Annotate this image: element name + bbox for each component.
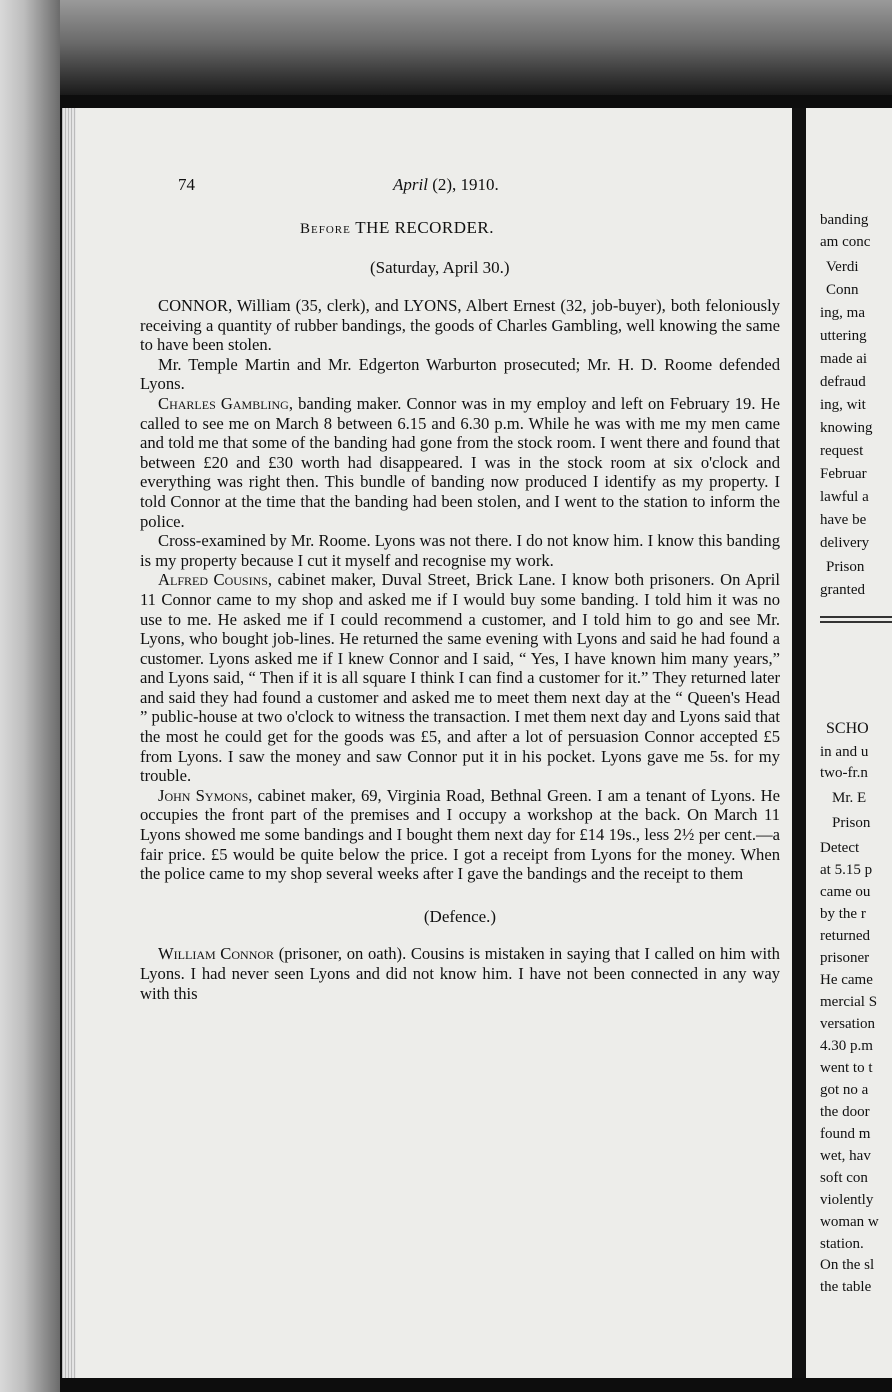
fragment-line: have be [820,512,867,528]
fragment-line: got no a [820,1082,869,1098]
date-month: April [393,175,428,194]
court-prefix: Before [300,221,351,237]
witness-name: John Symons, [158,785,253,805]
fragment-line: at 5.15 p [820,862,873,878]
case-summary: CONNOR, William (35, clerk), and LYONS, Albert Ernest (32, job-buyer), both feloniously receiving a quantity of rubber bandings, the goods of Charles Gambling, well knowing the same to have been stolen. [140,296,780,355]
date-rest: (2), 1910. [427,175,499,194]
witness-text: cabinet maker, Duval Street, Brick Lane. I know both prisoners. On April 11 Connor came to my shop and asked me if I would buy some banding. I told him it was no use to me. He asked me if I could recommend a customer, and I told him to go and see Mr. Lyons, who bought job-lines. He returned the same evening with Lyons and said he had found a customer. Lyons asked me if I knew Connor and I said, “ Yes, I have known him many years,” and Lyons said, “ Then if it is all square I think I can find a customer for it.” They returned later and said they had found a customer and asked me to meet them next day at the “ Queen's Head ” public-house at two o'clock to witness the transaction. I met them next day and Lyons said that the most he could get for the goods was £5, and after a lot of persuasion Connor accepted £5 from Lyons. I saw the money and saw Connor put it in his pocket. Lyons gave me 5s. for my trouble. [140,570,780,786]
fragment-line: the table [820,1279,872,1295]
witness-text: banding maker. Connor was in my employ and left on February 19. He called to see me on March 8 between 6.15 and 6.30 p.m. While he was with me my men came and told me that some of the banding had gone from the stock room. I went there and found that between £20 and £30 worth had disappeared. I was in the stock room at six o'clock and everything was right then. This bundle of banding now produced I identify as my property. I told Connor at the time that the banding had been stolen, and I went to the station to inform the police. [140,393,780,531]
witness-text: Cross-examined by Mr. Roome. Lyons was not there. I do not know him. I know this banding is my property because I cut it myself and recognise my work. [140,531,780,570]
fragment-line: delivery [820,535,870,551]
witness-paragraph [140,786,780,884]
fragment-line: found m [820,1126,871,1142]
fragment-line: Prison [832,815,871,831]
page-number: 74 [178,175,195,194]
fragment-line: uttering [820,328,867,344]
fragment-line: defraud [820,374,866,390]
book-gutter [792,108,806,1378]
section-rule [820,616,892,618]
defence-text: (prisoner, on oath). Cousins is mistaken in saying that I called on him with Lyons. I had never seen Lyons and did not know him. I have not been connected in any way with this [140,944,780,1003]
fragment-line: granted [820,582,865,598]
fragment-line: request [820,443,864,459]
session-date: (Saturday, April 30.) [370,258,510,277]
fragment-line: am conc [820,234,871,250]
fragment-line: returned [820,928,870,944]
witness-paragraph [140,570,780,786]
fragment-line: versation [820,1016,875,1032]
fragment-line: Verdi [826,259,859,275]
fragment-line: station. [820,1236,864,1252]
fragment-line: He came [820,972,873,988]
fragment-line: in and u [820,744,869,760]
fragment-line: by the r [820,906,866,922]
scan-background-top [0,0,892,95]
fragment-line: the door [820,1104,870,1120]
fragment-line: violently [820,1192,874,1208]
cross-examination-paragraph [140,531,780,570]
fragment-line: On the sl [820,1257,875,1273]
fragment-line: made ai [820,351,868,367]
fragment-line: soft con [820,1170,868,1186]
witness-paragraph [140,394,780,531]
court-title: THE RECORDER. [355,218,495,237]
scan-background-left [0,0,60,1392]
fragment-line: woman w [820,1214,879,1230]
page-date [393,175,499,195]
fragment-line: Detect [820,840,860,856]
fragment-line: SCHO [826,720,869,737]
fragment-line: wet, hav [820,1148,871,1164]
fragment-line: banding [820,212,869,228]
fragment-line: Mr. E [832,790,867,806]
fragment-line: Februar [820,466,867,482]
fragment-line: prisoner [820,950,870,966]
fragment-line: knowing [820,420,873,436]
defence-paragraph [140,944,780,1003]
section-rule [820,621,892,623]
fragment-line: two-fr.n [820,765,868,781]
witness-text: cabinet maker, 69, Virginia Road, Bethnal Green. I am a tenant of Lyons. He occupies the front part of the premises and I occupy a workshop at the back. On March 11 Lyons showed me some bandings and I bought them next day for £14 19s., less 2½ per cent.—a fair price. £5 would be quite below the price. I got a receipt from Lyons for the money. When the police came to my shop several weeks after I gave the bandings and the receipt to them [140,785,780,884]
fragment-line: ing, wit [820,397,866,413]
case-body [140,296,780,1003]
fragment-line: lawful a [820,489,869,505]
witness-name: Alfred Cousins, [158,570,273,590]
fragment-line: went to t [820,1060,873,1076]
court-heading [300,218,494,238]
witness-name: Charles Gambling, [158,393,293,413]
fragment-line: came ou [820,884,871,900]
facing-page-fragment [806,108,892,1378]
fragment-line: Prison [826,559,865,575]
counsel-paragraph: Mr. Temple Martin and Mr. Edgerton Warburton prosecuted; Mr. H. D. Roome defended Lyons. [140,354,780,394]
fragment-line: mercial S [820,994,878,1010]
fragment-line: ing, ma [820,305,865,321]
defence-heading: (Defence.) [423,906,497,926]
page-edges [62,108,76,1378]
fragment-line: Conn [826,282,859,298]
defendant-name: William Connor [158,944,275,964]
fragment-line: 4.30 p.m [820,1038,873,1054]
